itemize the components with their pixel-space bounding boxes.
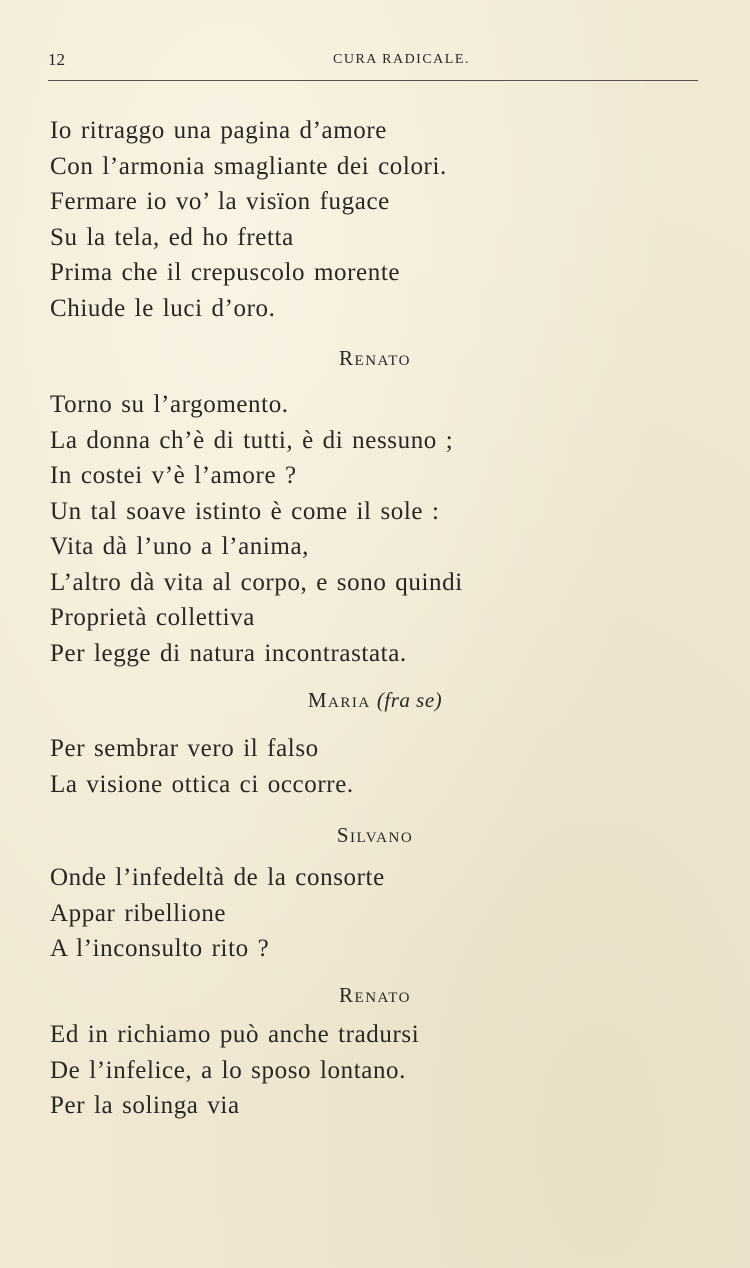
verse-line: La visione ottica ci occorre.	[50, 770, 354, 798]
verse-line: In costei v’è l’amore ?	[50, 462, 297, 489]
verse-line: Torno su l’argomento.	[50, 391, 289, 418]
stanza-5	[50, 1017, 419, 1124]
stanza-1	[50, 113, 447, 326]
verse-line: Per sembrar vero il falso	[50, 735, 319, 762]
page-header	[48, 50, 698, 72]
verse-line: Proprietà collettiva	[50, 604, 255, 631]
verse-line: De l’infelice, a lo sposo lontano.	[50, 1056, 407, 1084]
stanza-4	[50, 860, 385, 967]
verse-line: Prima che il crepuscolo morente	[50, 259, 401, 286]
running-title: CURA RADICALE.	[333, 52, 470, 67]
verse-line: Per la solinga via	[50, 1092, 240, 1119]
speaker-heading-renato	[0, 346, 750, 371]
verse-line: L’altro dà vita al corpo, e sono quindi	[50, 568, 463, 596]
verse-line: Con l’armonia smagliante dei colori.	[50, 152, 447, 180]
stanza-2	[50, 387, 463, 671]
verse-line: Per legge di natura incontrastata.	[50, 639, 407, 667]
verse-line: Chiude le luci d’oro.	[50, 294, 276, 322]
verse-line: Onde l’infedeltà de la consorte	[50, 864, 385, 891]
speaker-heading-maria	[0, 688, 750, 713]
speaker-name: Renato	[339, 346, 411, 370]
verse-line: Un tal soave istinto è come il sole :	[50, 497, 440, 525]
stage-direction: (fra se)	[376, 688, 443, 712]
page-number: 12	[48, 50, 65, 69]
verse-line: Io ritraggo una pagina d’amore	[50, 117, 387, 144]
verse-line: A l’inconsulto rito ?	[50, 935, 270, 962]
verse-line: Appar ribellione	[50, 899, 227, 927]
verse-line: La donna ch’è di tutti, è di nessuno ;	[50, 426, 454, 454]
verse-line: Fermare io vo’ la visïon fugace	[50, 188, 390, 215]
speaker-name: Silvano	[336, 823, 414, 847]
header-rule	[48, 80, 698, 81]
verse-line: Ed in richiamo può anche tradursi	[50, 1021, 420, 1048]
verse-line: Su la tela, ed ho fretta	[50, 223, 294, 251]
speaker-heading-renato-2	[0, 983, 750, 1008]
stanza-3	[50, 731, 354, 802]
speaker-heading-silvano	[0, 823, 750, 848]
verse-line: Vita dà l’uno a l’anima,	[50, 533, 310, 560]
speaker-name: Renato	[339, 983, 411, 1007]
speaker-name: Maria	[307, 688, 371, 712]
